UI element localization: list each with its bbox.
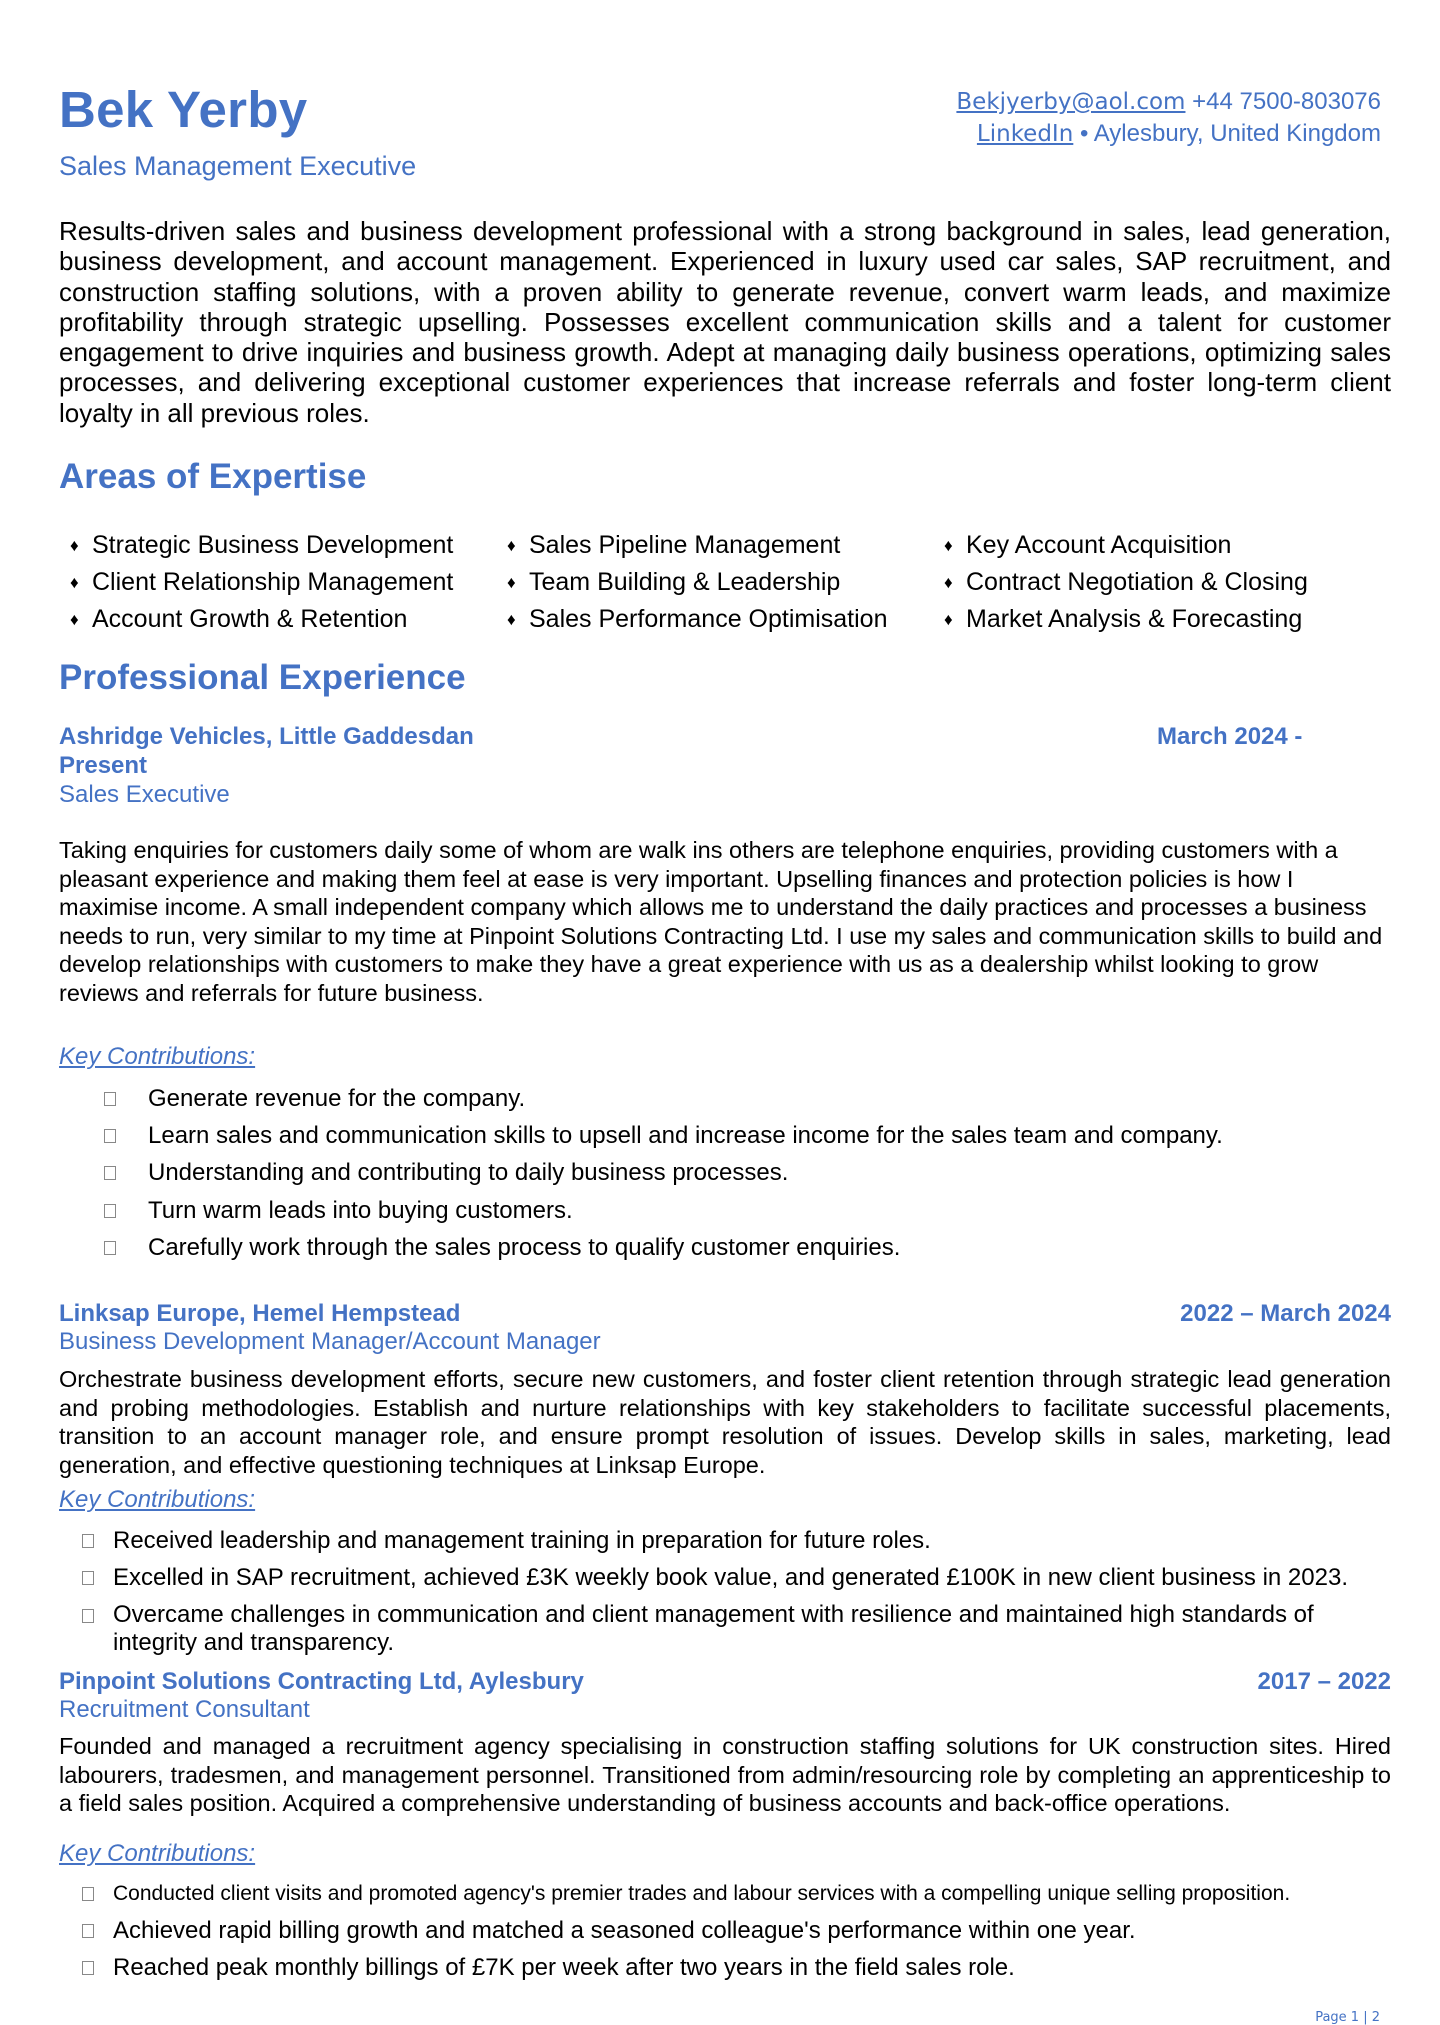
job-description: Orchestrate business development efforts, secure new customers, and foster client retention through strategic lead generation and probing methodologies. Establish and nurture relationships with key stakeholders to facilitate successful placements, transition to an account manager role, and ensure prompt resolution of issues. Develop skills in sales, marketing, lead generation, and effective questioning techniques at Linksap Europe. bbox=[59, 1366, 1391, 1478]
expertise-heading: Areas of Expertise bbox=[59, 457, 367, 496]
contact-line-1 bbox=[956, 86, 1381, 118]
checkbox-bullet-icon bbox=[104, 1129, 116, 1143]
checkbox-bullet-icon bbox=[82, 1534, 94, 1548]
job-company: Pinpoint Solutions Contracting Ltd, Aylesbury bbox=[59, 1668, 584, 1695]
list-item: Received leadership and management training in preparation for future roles. bbox=[82, 1522, 1348, 1559]
contact-line-2 bbox=[956, 118, 1381, 150]
location: • Aylesbury, United Kingdom bbox=[1073, 120, 1381, 147]
checkbox-bullet-icon bbox=[82, 1887, 94, 1901]
key-contributions-label: Key Contributions: bbox=[59, 1840, 256, 1867]
diamond-bullet-icon: ♦ bbox=[507, 610, 516, 629]
phone-number: +44 7500-803076 bbox=[1192, 88, 1381, 115]
checkbox-bullet-icon bbox=[104, 1092, 116, 1106]
email-link[interactable]: Bekjyerby@aol.com bbox=[956, 89, 1186, 115]
list-item: Learn sales and communication skills to upsell and increase income for the sales team and company. bbox=[104, 1117, 1223, 1154]
expertise-item: ♦ Account Growth & Retention bbox=[60, 601, 453, 638]
expertise-item: ♦ Sales Performance Optimisation bbox=[497, 601, 887, 638]
expertise-item: ♦ Market Analysis & Forecasting bbox=[934, 601, 1308, 638]
candidate-title: Sales Management Executive bbox=[59, 151, 417, 181]
checkbox-bullet-icon bbox=[82, 1609, 94, 1623]
job-description: Taking enquiries for customers daily some of whom are walk ins others are telephone enquiries, providing customers with a pleasant experience and making them feel at ease is very important. Upselling finances and protection policies is how I maximise income. A small independent company which allows me to understand the daily practices and processes a business needs to run, very similar to my time at Pinpoint Solutions Contracting Ltd. I use my sales and communication skills to build and develop relationships with customers to make they have a great experience with us as a dealership whilst looking to grow reviews and referrals for future business. bbox=[59, 837, 1383, 1006]
expertise-item: ♦ Client Relationship Management bbox=[60, 564, 453, 601]
list-item: Carefully work through the sales process to qualify customer enquiries. bbox=[104, 1229, 1223, 1266]
expertise-item: ♦ Sales Pipeline Management bbox=[497, 527, 887, 564]
job-company: Ashridge Vehicles, Little Gaddesdan bbox=[59, 723, 474, 750]
list-item: Turn warm leads into buying customers. bbox=[104, 1192, 1223, 1229]
diamond-bullet-icon: ♦ bbox=[70, 573, 79, 592]
job-date: 2017 – 2022 bbox=[1257, 1668, 1391, 1695]
checkbox-bullet-icon bbox=[82, 1924, 94, 1938]
expertise-item: ♦ Key Account Acquisition bbox=[934, 527, 1308, 564]
job-date-continued: Present bbox=[59, 752, 148, 779]
list-item: Generate revenue for the company. bbox=[104, 1080, 1223, 1117]
list-item: Reached peak monthly billings of £7K per week after two years in the field sales role. bbox=[82, 1949, 1290, 1986]
contact-block bbox=[956, 86, 1381, 150]
professional-summary: Results-driven sales and business development professional with a strong background in sales, lead generation, business development, and account management. Experienced in luxury used car sales, SAP recruitment, and construction staffing solutions, with a proven ability to generate revenue, convert warm leads, and maximize profitability through strategic upselling. Possesses excellent communication skills and a talent for customer engagement to drive inquiries and business growth. Adept at managing daily business operations, optimizing sales processes, and delivering exceptional customer experiences that increase referrals and foster long-term client loyalty in all previous roles. bbox=[59, 216, 1391, 428]
page-number: Page 1 | 2 bbox=[1315, 2010, 1380, 2025]
diamond-bullet-icon: ♦ bbox=[70, 610, 79, 629]
list-item: Excelled in SAP recruitment, achieved £3K weekly book value, and generated £100K in new client business in 2023. bbox=[82, 1559, 1348, 1596]
job-role: Recruitment Consultant bbox=[59, 1696, 310, 1723]
job-description: Founded and managed a recruitment agency specialising in construction staffing solutions for UK construction sites. Hired labourers, tradesmen, and management personnel. Transitioned from admin/resourcing role by completing an apprenticeship to a field sales position. Acquired a comprehensive understanding of business accounts and back-office operations. bbox=[59, 1733, 1391, 1816]
list-item: Understanding and contributing to daily business processes. bbox=[104, 1154, 1223, 1191]
list-item: Conducted client visits and promoted agency's premier trades and labour services with a compelling unique selling proposition. bbox=[82, 1875, 1290, 1912]
diamond-bullet-icon: ♦ bbox=[507, 573, 516, 592]
checkbox-bullet-icon bbox=[104, 1204, 116, 1218]
key-contributions-label: Key Contributions: bbox=[59, 1043, 256, 1070]
candidate-name: Bek Yerby bbox=[59, 81, 308, 138]
job-role: Business Development Manager/Account Manager bbox=[59, 1328, 601, 1355]
expertise-column-2 bbox=[497, 527, 887, 638]
contributions-list bbox=[82, 1522, 1348, 1657]
expertise-column-3 bbox=[934, 527, 1308, 638]
job-date: 2022 – March 2024 bbox=[1180, 1300, 1391, 1327]
job-date: March 2024 - bbox=[1157, 723, 1303, 750]
experience-heading: Professional Experience bbox=[59, 658, 466, 697]
checkbox-bullet-icon bbox=[104, 1241, 116, 1255]
checkbox-bullet-icon bbox=[82, 1571, 94, 1585]
expertise-item: ♦ Contract Negotiation & Closing bbox=[934, 564, 1308, 601]
job-role: Sales Executive bbox=[59, 781, 230, 808]
list-item: Achieved rapid billing growth and matched a seasoned colleague's performance within one year. bbox=[82, 1912, 1290, 1949]
diamond-bullet-icon: ♦ bbox=[944, 610, 953, 629]
diamond-bullet-icon: ♦ bbox=[944, 573, 953, 592]
checkbox-bullet-icon bbox=[82, 1961, 94, 1975]
linkedin-link[interactable]: LinkedIn bbox=[976, 121, 1074, 147]
expertise-item: ♦ Strategic Business Development bbox=[60, 527, 453, 564]
key-contributions-label: Key Contributions: bbox=[59, 1486, 256, 1513]
checkbox-bullet-icon bbox=[104, 1166, 116, 1180]
contributions-list bbox=[82, 1875, 1290, 1986]
job-company: Linksap Europe, Hemel Hempstead bbox=[59, 1300, 461, 1327]
expertise-column-1 bbox=[60, 527, 453, 638]
diamond-bullet-icon: ♦ bbox=[944, 536, 953, 555]
expertise-item: ♦ Team Building & Leadership bbox=[497, 564, 887, 601]
diamond-bullet-icon: ♦ bbox=[507, 536, 516, 555]
diamond-bullet-icon: ♦ bbox=[70, 536, 79, 555]
list-item: Overcame challenges in communication and client management with resilience and maintained high standards of integrity and transparency. bbox=[82, 1596, 1348, 1657]
contributions-list bbox=[104, 1080, 1223, 1266]
